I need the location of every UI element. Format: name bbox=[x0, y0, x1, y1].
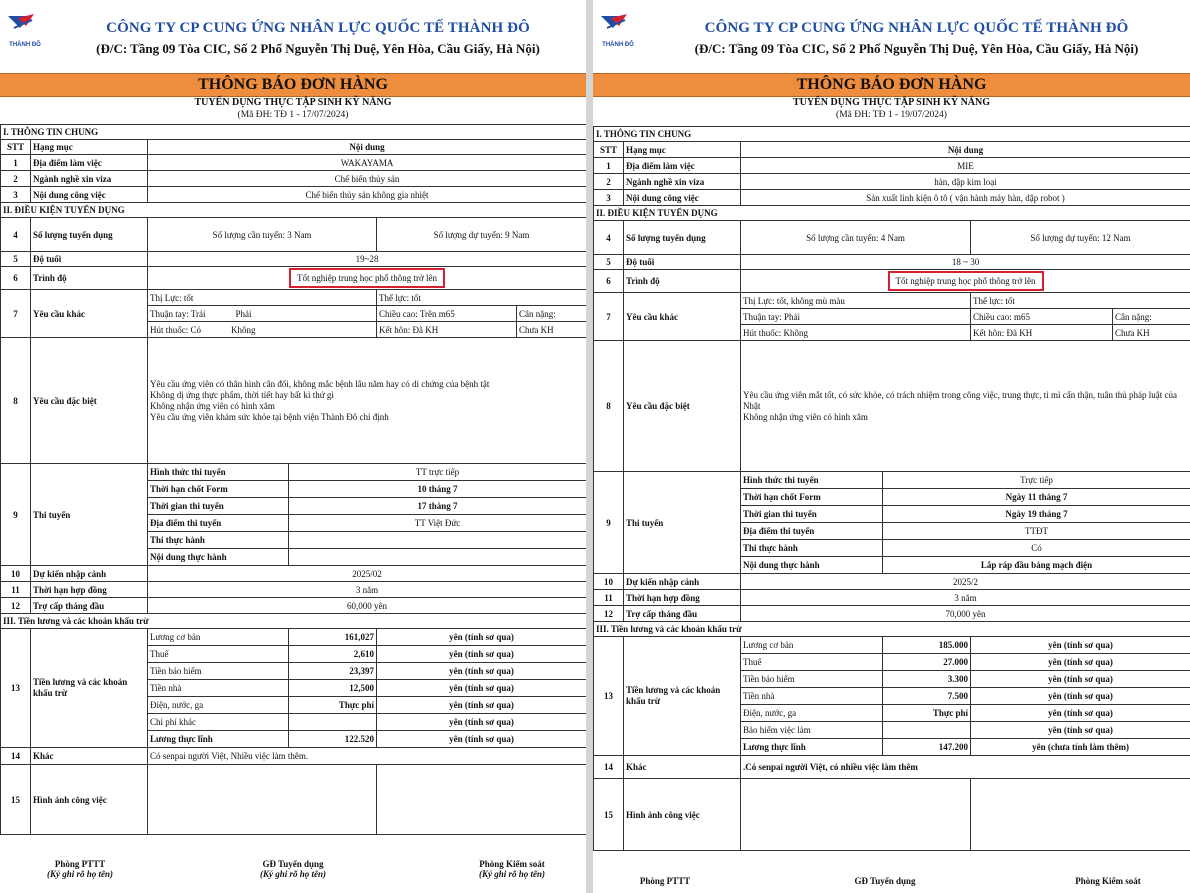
practical-content: Lắp ráp đầu bảng mạch điện bbox=[883, 557, 1190, 574]
practical-content-label: Nội dung thực hành bbox=[741, 557, 883, 574]
company-logo-icon bbox=[4, 12, 46, 54]
work-image-2 bbox=[971, 779, 1190, 851]
practical-content-label: Nội dung thực hành bbox=[148, 549, 289, 566]
education-highlight: Tốt nghiệp trung học phổ thông trở lên bbox=[888, 271, 1044, 291]
row-label: Yêu cầu khác bbox=[624, 293, 741, 341]
salary-amount: 185.000 bbox=[883, 637, 971, 654]
row-number: 2 bbox=[594, 174, 624, 190]
row-label: Ngành nghề xin viza bbox=[31, 171, 148, 187]
candidate-count: Số lượng dự tuyển: 12 Nam bbox=[971, 221, 1190, 255]
row-label: Tiền lương và các khoản khấu trừ bbox=[31, 629, 148, 748]
row-label: Thời hạn hợp đồng bbox=[31, 582, 148, 598]
row-number: 10 bbox=[594, 574, 624, 590]
row-number: 9 bbox=[1, 464, 31, 566]
salary-item: Bảo hiểm việc làm bbox=[741, 722, 883, 739]
row-label: Thời hạn hợp đồng bbox=[624, 590, 741, 606]
row-label: Nội dung công việc bbox=[624, 190, 741, 206]
exam-location-label: Địa điểm thi tuyển bbox=[148, 515, 289, 532]
salary-unit: yên (tính sơ qua) bbox=[377, 714, 587, 731]
row-number: 6 bbox=[1, 267, 31, 290]
row-label: Khác bbox=[624, 756, 741, 779]
salary-amount: Thực phí bbox=[289, 697, 377, 714]
married: Kết hôn: Đã KH bbox=[377, 322, 517, 338]
visa-occupation: Chế biến thủy sản bbox=[148, 171, 587, 187]
row-label: Dự kiến nhập cảnh bbox=[31, 566, 148, 582]
salary-unit: yên (tính sơ qua) bbox=[971, 722, 1190, 739]
height: Chiều cao: m65 bbox=[971, 309, 1113, 325]
age-range: 18 ~ 30 bbox=[741, 255, 1190, 270]
row-label: Hình ảnh công việc bbox=[31, 765, 148, 835]
exam-date: Ngày 19 tháng 7 bbox=[883, 506, 1190, 523]
salary-item: Tiền nhà bbox=[148, 680, 289, 697]
salary-amount: 27.000 bbox=[883, 654, 971, 671]
salary-item: Lương cơ bản bbox=[148, 629, 289, 646]
work-location: WAKAYAMA bbox=[148, 155, 587, 171]
exam-type-label: Hình thức thi tuyển bbox=[741, 472, 883, 489]
salary-unit: yên (tính sơ qua) bbox=[377, 680, 587, 697]
row-number: 5 bbox=[1, 252, 31, 267]
salary-item: Thuế bbox=[148, 646, 289, 663]
special-requirements: Yêu cầu ứng viên mắt tốt, có sức khỏe, có trách nhiệm trong công việc, trung thực, tỉ mỉ cẩn thận, tuân thủ pháp luật của Nhật Không nhận ứng viên có hình xăm bbox=[741, 341, 1190, 472]
special-requirements: Yêu cầu ứng viên có thân hình cân đối, không mắc bệnh lâu năm hay có di chứng của bệnh tật Không dị ứng thực phẩm, thời tiết hay bất kì thứ gì Không nhận ứng viên có hình xăm Yêu cầu ứng viên khám sức khỏe tại bệnh viện Thành Đô chỉ định bbox=[148, 338, 587, 464]
order-sheet-left bbox=[0, 0, 586, 893]
row-label: Trình độ bbox=[624, 270, 741, 293]
exam-type: TT trực tiếp bbox=[289, 464, 587, 481]
row-number: 3 bbox=[594, 190, 624, 206]
row-label: Trợ cấp tháng đầu bbox=[624, 606, 741, 622]
job-description: Sản xuất linh kiện ô tô ( vận hành máy hàn, dập robot ) bbox=[741, 190, 1190, 206]
row-label: Trình độ bbox=[31, 267, 148, 290]
salary-item: Tiền bảo hiểm bbox=[148, 663, 289, 680]
row-number: 15 bbox=[594, 779, 624, 851]
salary-unit: yên (tính sơ qua) bbox=[971, 637, 1190, 654]
row-number: 5 bbox=[594, 255, 624, 270]
section-general: I. THÔNG TIN CHUNG bbox=[1, 125, 587, 140]
salary-amount: 23,397 bbox=[289, 663, 377, 680]
physical-fitness: Thể lực: tốt bbox=[377, 290, 587, 306]
exam-location: TT Việt Đức bbox=[289, 515, 587, 532]
row-number: 12 bbox=[1, 598, 31, 614]
entry-date: 2025/02 bbox=[148, 566, 587, 582]
practical-test bbox=[289, 532, 587, 549]
salary-item: Tiền bảo hiểm bbox=[741, 671, 883, 688]
salary-item: Điện, nước, ga bbox=[741, 705, 883, 722]
order-sheet-right bbox=[593, 0, 1190, 893]
row-label: Nội dung công việc bbox=[31, 187, 148, 203]
row-label: Số lượng tuyển dụng bbox=[624, 221, 741, 255]
salary-unit: yên (tính sơ qua) bbox=[971, 705, 1190, 722]
row-number: 13 bbox=[594, 637, 624, 756]
signature-director: GĐ Tuyển dụng bbox=[854, 876, 916, 886]
salary-item: Lương cơ bản bbox=[741, 637, 883, 654]
contract-term: 3 năm bbox=[741, 590, 1190, 606]
form-deadline: Ngày 11 tháng 7 bbox=[883, 489, 1190, 506]
salary-amount: 2,610 bbox=[289, 646, 377, 663]
salary-unit: yên (tính sơ qua) bbox=[971, 671, 1190, 688]
education-highlight: Tốt nghiệp trung học phổ thông trở lên bbox=[289, 268, 445, 288]
row-number: 7 bbox=[594, 293, 624, 341]
salary-unit: yên (tính sơ qua) bbox=[377, 697, 587, 714]
signature-control: Phòng Kiểm soát (Ký ghi rõ họ tên) bbox=[478, 859, 545, 879]
row-label: Số lượng tuyển dụng bbox=[31, 218, 148, 252]
handedness: Thuận tay: Trái Phải bbox=[148, 306, 377, 322]
order-code: (Mã ĐH: TĐ 1 - 17/07/2024) bbox=[237, 110, 349, 120]
row-number: 14 bbox=[1, 748, 31, 765]
header-stt: STT bbox=[1, 140, 31, 155]
education-cell bbox=[148, 267, 587, 290]
work-image-1 bbox=[741, 779, 971, 851]
unmarried: Chưa KH bbox=[1113, 325, 1190, 341]
letterhead bbox=[593, 0, 1190, 66]
header-item: Hạng mục bbox=[31, 140, 148, 155]
work-location: MIE bbox=[741, 158, 1190, 174]
company-logo-icon bbox=[597, 12, 639, 54]
physical-fitness: Thể lực: tốt bbox=[971, 293, 1190, 309]
recruit-count: Số lượng cần tuyển: 3 Nam bbox=[148, 218, 377, 252]
row-number: 2 bbox=[1, 171, 31, 187]
company-name: CÔNG TY CP CUNG ỨNG NHÂN LỰC QUỐC TẾ THÀNH ĐÔ bbox=[106, 20, 530, 36]
row-number: 10 bbox=[1, 566, 31, 582]
exam-date: 17 tháng 7 bbox=[289, 498, 587, 515]
height: Chiều cao: Trên m65 bbox=[377, 306, 517, 322]
order-code: (Mã ĐH: TĐ 1 - 19/07/2024) bbox=[836, 110, 947, 120]
smoking: Hút thuốc: Không bbox=[741, 325, 971, 341]
row-label: Thi tuyển bbox=[624, 472, 741, 574]
eyesight: Thị Lực: tốt, không mù màu bbox=[741, 293, 971, 309]
work-image-1 bbox=[148, 765, 377, 835]
document-subtitle: TUYỂN DỤNG THỰC TẬP SINH KỸ NĂNG bbox=[792, 97, 991, 108]
row-label: Địa điểm làm việc bbox=[624, 158, 741, 174]
row-label: Tiền lương và các khoản khấu trừ bbox=[624, 637, 741, 756]
salary-item: Điện, nước, ga bbox=[148, 697, 289, 714]
row-number: 9 bbox=[594, 472, 624, 574]
salary-amount: 7.500 bbox=[883, 688, 971, 705]
row-label: Trợ cấp tháng đầu bbox=[31, 598, 148, 614]
net-salary: 122.520 bbox=[289, 731, 377, 748]
row-number: 13 bbox=[1, 629, 31, 748]
document-title: THÔNG BÁO ĐƠN HÀNG bbox=[593, 73, 1190, 97]
exam-type-label: Hình thức thi tuyển bbox=[148, 464, 289, 481]
row-number: 3 bbox=[1, 187, 31, 203]
exam-location-label: Địa điểm thi tuyển bbox=[741, 523, 883, 540]
header-content: Nội dung bbox=[148, 140, 587, 155]
salary-item: Lương thực lĩnh bbox=[148, 731, 289, 748]
header-content: Nội dung bbox=[741, 142, 1190, 158]
exam-date-label: Thời gian thi tuyển bbox=[148, 498, 289, 515]
salary-unit: yên (tính sơ qua) bbox=[971, 688, 1190, 705]
document-subtitle: TUYỂN DỤNG THỰC TẬP SINH KỸ NĂNG bbox=[194, 97, 392, 108]
recruit-count: Số lượng cần tuyển: 4 Nam bbox=[741, 221, 971, 255]
exam-date-label: Thời gian thi tuyển bbox=[741, 506, 883, 523]
work-image-2 bbox=[377, 765, 587, 835]
row-label: Địa điểm làm việc bbox=[31, 155, 148, 171]
row-number: 4 bbox=[1, 218, 31, 252]
salary-unit: yên (tính sơ qua) bbox=[377, 663, 587, 680]
salary-item: Chi phí khác bbox=[148, 714, 289, 731]
form-deadline-label: Thời hạn chốt Form bbox=[148, 481, 289, 498]
logo-text: THÀNH ĐÔ bbox=[9, 42, 41, 48]
practical-test: Có bbox=[883, 540, 1190, 557]
salary-amount bbox=[883, 722, 971, 739]
row-label: Độ tuổi bbox=[31, 252, 148, 267]
section-salary: III. Tiền lương và các khoản khấu trừ bbox=[594, 622, 1190, 637]
row-number: 1 bbox=[1, 155, 31, 171]
salary-item: Lương thực lĩnh bbox=[741, 739, 883, 756]
row-label: Hình ảnh công việc bbox=[624, 779, 741, 851]
practical-test-label: Thi thực hành bbox=[741, 540, 883, 557]
company-address: (Đ/C: Tầng 09 Tòa CIC, Số 2 Phố Nguyễn Thị Duệ, Yên Hòa, Cầu Giấy, Hà Nội) bbox=[96, 41, 540, 56]
salary-amount: 12,500 bbox=[289, 680, 377, 697]
row-label: Yêu cầu đặc biệt bbox=[624, 341, 741, 472]
row-label: Thi tuyển bbox=[31, 464, 148, 566]
eyesight: Thị Lực: tốt bbox=[148, 290, 377, 306]
row-label: Yêu cầu khác bbox=[31, 290, 148, 338]
letterhead bbox=[0, 0, 586, 66]
row-label: Độ tuổi bbox=[624, 255, 741, 270]
salary-item: Tiền nhà bbox=[741, 688, 883, 705]
unmarried: Chưa KH bbox=[517, 322, 587, 338]
visa-occupation: hàn, dập kim loại bbox=[741, 174, 1190, 190]
salary-unit: yên (chưa tính làm thêm) bbox=[971, 739, 1190, 756]
salary-unit: yên (tính sơ qua) bbox=[377, 629, 587, 646]
row-number: 12 bbox=[594, 606, 624, 622]
row-number: 7 bbox=[1, 290, 31, 338]
practical-test-label: Thi thực hành bbox=[148, 532, 289, 549]
form-deadline-label: Thời hạn chốt Form bbox=[741, 489, 883, 506]
salary-item: Thuế bbox=[741, 654, 883, 671]
education-cell bbox=[741, 270, 1190, 293]
exam-type: Trực tiếp bbox=[883, 472, 1190, 489]
handedness: Thuận tay: Phải bbox=[741, 309, 971, 325]
exam-location: TTĐT bbox=[883, 523, 1190, 540]
row-number: 4 bbox=[594, 221, 624, 255]
candidate-count: Số lượng dự tuyển: 9 Nam bbox=[377, 218, 587, 252]
salary-amount: 3.300 bbox=[883, 671, 971, 688]
section-salary: III. Tiền lương và các khoản khấu trừ bbox=[1, 614, 587, 629]
row-number: 8 bbox=[1, 338, 31, 464]
logo-text: THÀNH ĐÔ bbox=[602, 42, 634, 48]
form-deadline: 10 tháng 7 bbox=[289, 481, 587, 498]
page-separator bbox=[586, 0, 593, 893]
row-number: 11 bbox=[594, 590, 624, 606]
row-number: 14 bbox=[594, 756, 624, 779]
header-stt: STT bbox=[594, 142, 624, 158]
salary-amount: Thực phí bbox=[883, 705, 971, 722]
other-notes: Có senpai người Việt, Nhiều việc làm thêm. bbox=[148, 748, 587, 765]
row-label: Khác bbox=[31, 748, 148, 765]
married: Kết hôn: Đã KH bbox=[971, 325, 1113, 341]
smoking: Hút thuốc: Có Không bbox=[148, 322, 377, 338]
first-month-allowance: 60,000 yên bbox=[148, 598, 587, 614]
salary-unit: yên (tính sơ qua) bbox=[377, 646, 587, 663]
section-conditions: II. ĐIỀU KIỆN TUYỂN DỤNG bbox=[594, 206, 1190, 221]
row-number: 6 bbox=[594, 270, 624, 293]
weight: Cân nặng: bbox=[517, 306, 587, 322]
salary-amount bbox=[289, 714, 377, 731]
signature-pttt: Phòng PTTT (Ký ghi rõ họ tên) bbox=[46, 859, 113, 879]
header-item: Hạng mục bbox=[624, 142, 741, 158]
document-title: THÔNG BÁO ĐƠN HÀNG bbox=[0, 73, 586, 97]
signature-pttt: Phòng PTTT bbox=[639, 876, 691, 886]
contract-term: 3 năm bbox=[148, 582, 587, 598]
row-label: Dự kiến nhập cảnh bbox=[624, 574, 741, 590]
weight: Cân nặng: bbox=[1113, 309, 1190, 325]
signature-director: GĐ Tuyển dụng (Ký ghi rõ họ tên) bbox=[259, 859, 326, 879]
salary-amount: 161,027 bbox=[289, 629, 377, 646]
row-number: 15 bbox=[1, 765, 31, 835]
company-name: CÔNG TY CP CUNG ỨNG NHÂN LỰC QUỐC TẾ THÀNH ĐÔ bbox=[704, 20, 1129, 36]
company-address: (Đ/C: Tầng 09 Tòa CIC, Số 2 Phố Nguyễn Thị Duệ, Yên Hòa, Cầu Giấy, Hà Nội) bbox=[694, 41, 1139, 56]
row-label: Yêu cầu đặc biệt bbox=[31, 338, 148, 464]
row-number: 11 bbox=[1, 582, 31, 598]
section-general: I. THÔNG TIN CHUNG bbox=[594, 127, 1190, 142]
age-range: 19~28 bbox=[148, 252, 587, 267]
signature-control: Phòng Kiểm soát bbox=[1075, 876, 1141, 886]
entry-date: 2025/2 bbox=[741, 574, 1190, 590]
other-notes: .Có senpai người Việt, có nhiều việc làm thêm bbox=[741, 756, 1190, 779]
order-table bbox=[593, 126, 1190, 851]
practical-content bbox=[289, 549, 587, 566]
row-number: 8 bbox=[594, 341, 624, 472]
salary-unit: yên (tính sơ qua) bbox=[971, 654, 1190, 671]
salary-unit: yên (tính sơ qua) bbox=[377, 731, 587, 748]
first-month-allowance: 70,000 yên bbox=[741, 606, 1190, 622]
row-number: 1 bbox=[594, 158, 624, 174]
net-salary: 147.200 bbox=[883, 739, 971, 756]
section-conditions: II. ĐIỀU KIỆN TUYỂN DỤNG bbox=[1, 203, 587, 218]
row-label: Ngành nghề xin viza bbox=[624, 174, 741, 190]
job-description: Chế biến thủy sản không gia nhiệt bbox=[148, 187, 587, 203]
order-table bbox=[0, 124, 586, 835]
